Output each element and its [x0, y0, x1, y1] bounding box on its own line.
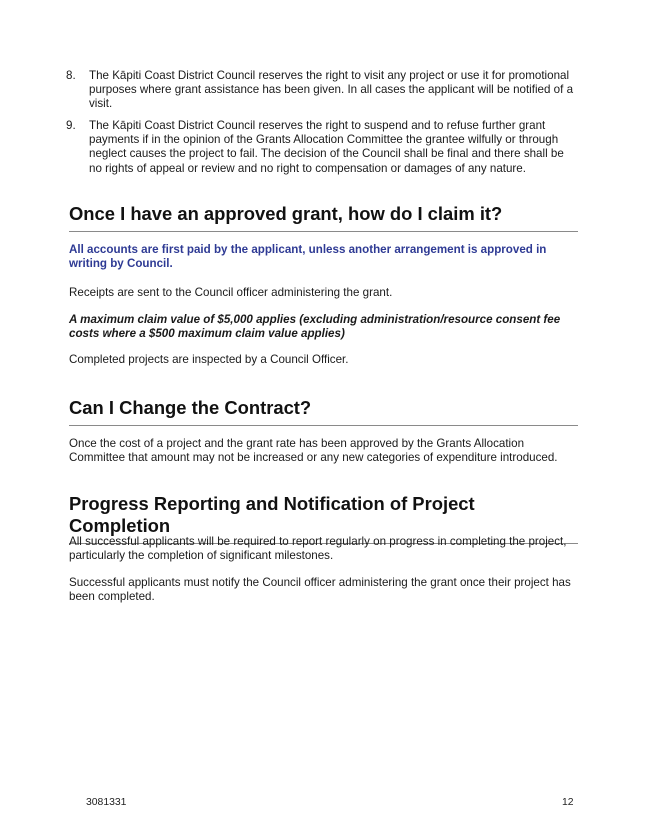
section-heading-progress: Progress Reporting and Notification of Project Completion [69, 493, 578, 544]
list-item-number: 8. [66, 69, 76, 82]
receipts-paragraph: Receipts are sent to the Council officer administering the grant. [69, 286, 393, 299]
inspection-paragraph: Completed projects are inspected by a Council Officer. [69, 353, 349, 366]
contract-paragraph: Once the cost of a project and the grant rate has been approved by the Grants Allocation Committee that amount may not be increased or any new categories of expenditure introduced. [69, 437, 558, 465]
section-heading-contract: Can I Change the Contract? [69, 397, 578, 426]
progress-paragraph-notification: Successful applicants must notify the Council officer administering the grant once their project has been completed. [69, 576, 571, 604]
progress-paragraph-reporting: All successful applicants will be required to report regularly on progress in completing the project, particularly the completion of significant milestones. [69, 535, 567, 563]
footer-document-id: 3081331 [86, 797, 127, 808]
list-item-text: The Kāpiti Coast District Council reserves the right to visit any project or use it for promotional purposes where grant assistance has been given. In all cases the applicant will be notified of a visit. [89, 69, 574, 111]
list-item [66, 69, 578, 112]
list-item [66, 119, 578, 176]
section-heading-claim: Once I have an approved grant, how do I claim it? [69, 203, 578, 232]
max-claim-note: A maximum claim value of $5,000 applies (excluding administration/resource consent fee costs where a $500 maximum claim value applies) [69, 313, 561, 341]
accounts-note: All accounts are first paid by the applicant, unless another arrangement is approved in writing by Council. [69, 243, 547, 271]
list-item-number: 9. [66, 119, 76, 132]
footer-page-number: 12 [562, 797, 574, 808]
list-item-text: The Kāpiti Coast District Council reserves the right to suspend and to refuse further grant payments if in the opinion of the Grants Allocation Committee the grantee wilfully or through neglect causes the project to fail. The decision of the Council shall be final and there shall be no rights of appeal or review and no right to compensation or damages of any nature. [89, 119, 564, 175]
